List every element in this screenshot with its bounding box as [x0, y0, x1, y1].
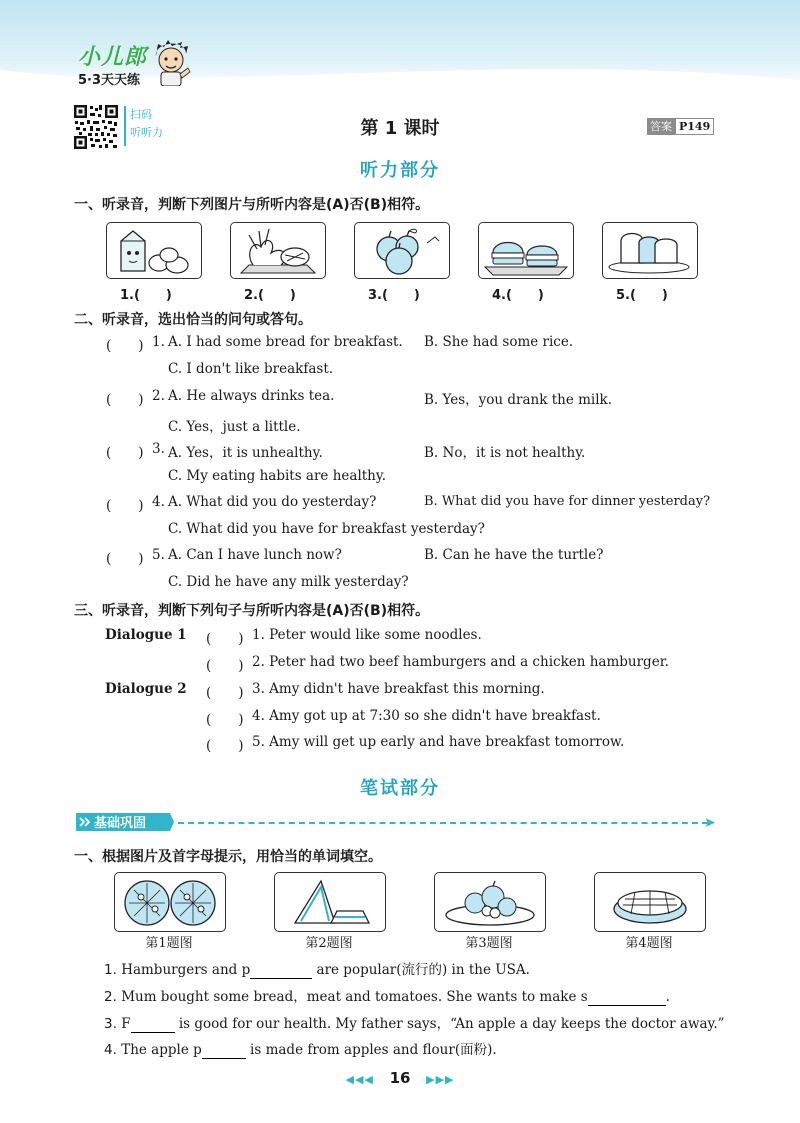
apple-pie-icon: [595, 873, 705, 931]
fill-blank-1[interactable]: [250, 962, 312, 979]
fill-blank-3[interactable]: [131, 1016, 175, 1033]
picture-caption-4: 第4题图: [625, 936, 673, 951]
q2-option-c-5: C. Did he have any milk yesterday?: [168, 574, 409, 590]
q2-option-b-5: B. Can he have the turtle?: [424, 547, 604, 563]
fill-post-4: is made from apples and flour(面粉).: [245, 1042, 497, 1058]
q1-label-1[interactable]: 1.( ): [120, 288, 172, 303]
q3-statement-1: 1. Peter would like some noodles.: [252, 627, 482, 643]
qr-code-icon[interactable]: [73, 104, 119, 150]
fill-pre-2: Mum bought some bread，meat and tomatoes. She wants to make s: [121, 989, 588, 1005]
q2-option-a-3: A. Yes，it is unhealthy.: [168, 445, 323, 461]
q2-option-a-2: A. He always drinks tea.: [168, 388, 335, 404]
fill-item-4: [104, 1038, 497, 1059]
q2-option-c-4: C. What did you have for breakfast yesterday?: [168, 521, 485, 537]
fill-post-1: are popular(流行的) in the USA.: [312, 962, 530, 978]
q2-option-b-1: B. She had some rice.: [424, 334, 574, 350]
fill-item-2: [104, 985, 670, 1006]
q1-label-3[interactable]: 3.( ): [368, 288, 420, 303]
brand-title: 小儿郎: [78, 45, 148, 70]
q2-option-c-1: C. I don't like breakfast.: [168, 361, 334, 377]
fill-item-3: [104, 1012, 725, 1033]
answer-reference: [647, 118, 714, 135]
q2-answer-3[interactable]: ( ): [106, 445, 144, 461]
writing-picture-1: [114, 872, 226, 932]
q2-answer-5[interactable]: ( ): [106, 551, 144, 567]
writing-section-title: 笔试部分: [360, 778, 440, 799]
q2-answer-1[interactable]: ( ): [106, 338, 144, 354]
scan-to-listen-label: [124, 106, 172, 146]
footer-right-arrows-icon: ▶▶▶: [426, 1073, 455, 1086]
writing-q1-heading: 一、根据图片及首字母提示，用恰当的单词填空。: [74, 849, 382, 865]
q2-option-a-4: A. What did you do yesterday?: [168, 494, 377, 510]
q2-option-b-2: B. Yes，you drank the milk.: [424, 392, 613, 408]
q3-answer-1[interactable]: ( ): [206, 631, 244, 647]
q3-answer-3[interactable]: ( ): [206, 685, 244, 701]
page-footer: [0, 1069, 800, 1087]
writing-picture-4: [594, 872, 706, 932]
q2-option-b-3: B. No，it is not healthy.: [424, 445, 586, 461]
footer-left-arrows-icon: ◀◀◀: [345, 1073, 374, 1086]
q1-picture-milk: [106, 222, 202, 279]
fill-num-4: 4.: [104, 1042, 117, 1058]
basic-review-banner: [74, 811, 174, 833]
fill-post-3: is good for our health. My father says，“An apple a day keeps the doctor away.”: [174, 1016, 725, 1032]
q1-picture-apples: [354, 222, 450, 279]
q2-answer-2[interactable]: ( ): [106, 392, 144, 408]
brand-subtitle: 5·3天天练: [78, 73, 141, 88]
fill-blank-4[interactable]: [202, 1042, 246, 1059]
q2-answer-4[interactable]: ( ): [106, 498, 144, 514]
q3-statement-3: 3. Amy didn't have breakfast this morning.: [252, 681, 545, 697]
listening-q2-heading: 二、听录音，选出恰当的问句或答句。: [74, 312, 312, 328]
fill-pre-4: The apple p: [121, 1042, 202, 1058]
fill-post-2: .: [665, 989, 670, 1005]
q2-num-2: 2.: [152, 388, 165, 404]
pizzas-icon: [115, 873, 225, 931]
q3-answer-4[interactable]: ( ): [206, 712, 244, 728]
fill-num-1: 1.: [104, 962, 117, 978]
listening-q1-heading: 一、听录音，判断下列图片与所听内容是(A)否(B)相符。: [74, 197, 430, 213]
sandwiches-icon: [275, 873, 385, 931]
writing-picture-3: [434, 872, 546, 932]
q1-label-5[interactable]: 5.( ): [616, 288, 668, 303]
scan-line-2: 听听力: [130, 126, 163, 139]
divider-arrow-icon: ➤: [704, 815, 716, 831]
q2-num-5: 5.: [152, 547, 165, 563]
fill-pre-1: Hamburgers and p: [121, 962, 251, 978]
picture-caption-2: 第2题图: [305, 936, 353, 951]
fill-num-3: 3.: [104, 1016, 117, 1032]
q2-option-c-2: C. Yes，just a little.: [168, 419, 301, 435]
q2-option-b-4: B. What did you have for dinner yesterday?: [424, 494, 711, 509]
dialogue-2-label: Dialogue 2: [105, 681, 187, 697]
q2-option-a-1: A. I had some bread for breakfast.: [168, 334, 403, 350]
milk-and-eggs-icon: [107, 223, 201, 278]
banner-dashed-divider: [178, 822, 708, 824]
lesson-title: 第 1 课时: [360, 118, 440, 139]
picture-caption-1: 第1题图: [145, 936, 193, 951]
q3-answer-5[interactable]: ( ): [206, 738, 244, 754]
answer-page: P149: [675, 118, 714, 135]
q2-num-4: 4.: [152, 494, 165, 510]
fill-pre-3: F: [121, 1016, 131, 1032]
dialogue-1-label: Dialogue 1: [105, 627, 187, 643]
q2-option-c-3: C. My eating habits are healthy.: [168, 468, 387, 484]
fill-blank-2[interactable]: [588, 989, 666, 1006]
fill-item-1: [104, 958, 530, 979]
scan-line-1: 扫码: [130, 108, 152, 121]
picture-caption-3: 第3题图: [465, 936, 513, 951]
q2-option-a-5: A. Can I have lunch now?: [168, 547, 342, 563]
page-number: 16: [389, 1069, 411, 1087]
q2-num-3: 3.: [152, 441, 165, 457]
banner-label: 基础巩固: [94, 816, 147, 831]
q3-statement-4: 4. Amy got up at 7:30 so she didn't have breakfast.: [252, 708, 601, 724]
fill-num-2: 2.: [104, 989, 117, 1005]
q3-answer-2[interactable]: ( ): [206, 658, 244, 674]
bread-icon: [603, 223, 697, 278]
listening-section-title: 听力部分: [360, 160, 440, 181]
q2-num-1: 1.: [152, 334, 165, 350]
apples-icon: [355, 223, 449, 278]
q3-statement-2: 2. Peter had two beef hamburgers and a chicken hamburger.: [252, 654, 669, 670]
q1-picture-vegetables: [230, 222, 326, 279]
answer-label: 答案: [647, 118, 675, 135]
q1-picture-bread: [602, 222, 698, 279]
mascot-boy-icon: [150, 38, 192, 86]
q1-picture-hamburgers: [478, 222, 574, 279]
q3-statement-5: 5. Amy will get up early and have breakfast tomorrow.: [252, 734, 625, 750]
writing-picture-2: [274, 872, 386, 932]
q1-label-2[interactable]: 2.( ): [244, 288, 296, 303]
hamburgers-icon: [479, 223, 573, 278]
listening-q3-heading: 三、听录音，判断下列句子与所听内容是(A)否(B)相符。: [74, 603, 430, 619]
vegetables-icon: [231, 223, 325, 278]
q1-label-4[interactable]: 4.( ): [492, 288, 544, 303]
fruit-plate-icon: [435, 873, 545, 931]
